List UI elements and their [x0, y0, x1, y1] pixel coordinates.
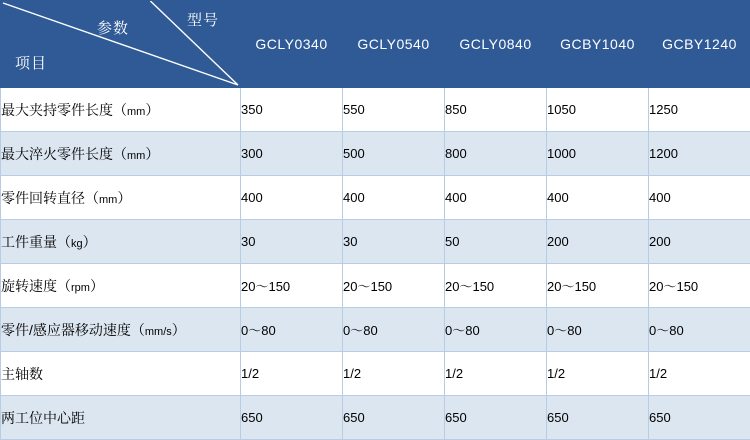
row-label-text: 主轴数 — [1, 366, 43, 382]
cell-value: 1250 — [649, 88, 750, 132]
row-label-text: 工件重量（ — [1, 234, 71, 250]
cell-value: 650 — [343, 396, 445, 440]
row-label-text: 两工位中心距 — [1, 410, 85, 426]
row-label-text: 最大夹持零件长度（ — [1, 102, 127, 118]
header-model-label: 型号 — [187, 9, 219, 30]
header-param-label: 参数 — [97, 17, 129, 38]
cell-value: 1200 — [649, 132, 750, 176]
cell-value: 0～80 — [241, 308, 343, 352]
cell-value: 800 — [445, 132, 547, 176]
table-row — [1, 264, 750, 308]
cell-value: 350 — [241, 88, 343, 132]
cell-value: 650 — [445, 396, 547, 440]
row-label-tail: ） — [117, 190, 131, 206]
cell-value: 0～80 — [547, 308, 649, 352]
cell-value: 1050 — [547, 88, 649, 132]
cell-value: 30 — [241, 220, 343, 264]
row-label — [1, 264, 241, 308]
row-label-tail: ） — [145, 102, 159, 118]
cell-value: 650 — [547, 396, 649, 440]
row-label — [1, 88, 241, 132]
cell-value: 20～150 — [649, 264, 750, 308]
column-header-3: GCLY0840 — [445, 1, 547, 88]
row-label-text: 零件/感应器移动速度（ — [1, 322, 145, 338]
column-header-1: GCLY0340 — [241, 1, 343, 88]
table-row — [1, 132, 750, 176]
cell-value: 20～150 — [445, 264, 547, 308]
row-label-unit: rpm — [71, 282, 90, 294]
cell-value: 20～150 — [241, 264, 343, 308]
row-label-text: 零件回转直径（ — [1, 190, 99, 206]
row-label — [1, 220, 241, 264]
table-row — [1, 352, 750, 396]
cell-value: 400 — [343, 176, 445, 220]
cell-value: 1/2 — [445, 352, 547, 396]
cell-value: 1/2 — [241, 352, 343, 396]
cell-value: 400 — [445, 176, 547, 220]
cell-value: 400 — [547, 176, 649, 220]
header-item-label: 项目 — [15, 52, 47, 73]
cell-value: 400 — [649, 176, 750, 220]
cell-value: 1/2 — [649, 352, 750, 396]
row-label-unit: kg — [71, 238, 83, 250]
cell-value: 200 — [547, 220, 649, 264]
row-label-unit: mm — [127, 150, 145, 162]
row-label-text: 旋转速度（ — [1, 278, 71, 294]
table-row — [1, 220, 750, 264]
row-label — [1, 132, 241, 176]
cell-value: 50 — [445, 220, 547, 264]
row-label-tail: ） — [83, 234, 97, 250]
row-label-tail: ） — [172, 322, 186, 338]
row-label — [1, 176, 241, 220]
cell-value: 20～150 — [547, 264, 649, 308]
cell-value: 850 — [445, 88, 547, 132]
column-header-2: GCLY0540 — [343, 1, 445, 88]
column-header-4: GCBY1040 — [547, 1, 649, 88]
cell-value: 200 — [649, 220, 750, 264]
cell-value: 500 — [343, 132, 445, 176]
cell-value: 0～80 — [445, 308, 547, 352]
row-label-unit: mm — [127, 106, 145, 118]
row-label — [1, 308, 241, 352]
cell-value: 1000 — [547, 132, 649, 176]
table-row — [1, 308, 750, 352]
cell-value: 1/2 — [547, 352, 649, 396]
cell-value: 0～80 — [649, 308, 750, 352]
row-label-unit: mm/s — [145, 326, 172, 338]
row-label-unit: mm — [99, 194, 117, 206]
row-label-text: 最大淬火零件长度（ — [1, 146, 127, 162]
cell-value: 400 — [241, 176, 343, 220]
table-header-row — [1, 1, 750, 88]
cell-value: 20～150 — [343, 264, 445, 308]
row-label — [1, 352, 241, 396]
table-row — [1, 176, 750, 220]
table-row — [1, 88, 750, 132]
row-label-tail: ） — [90, 278, 104, 294]
cell-value: 650 — [241, 396, 343, 440]
cell-value: 550 — [343, 88, 445, 132]
cell-value: 30 — [343, 220, 445, 264]
cell-value: 1/2 — [343, 352, 445, 396]
row-label-tail: ） — [145, 146, 159, 162]
cell-value: 650 — [649, 396, 750, 440]
header-corner-cell — [1, 1, 241, 88]
cell-value: 0～80 — [343, 308, 445, 352]
column-header-5: GCBY1240 — [649, 1, 750, 88]
cell-value: 300 — [241, 132, 343, 176]
